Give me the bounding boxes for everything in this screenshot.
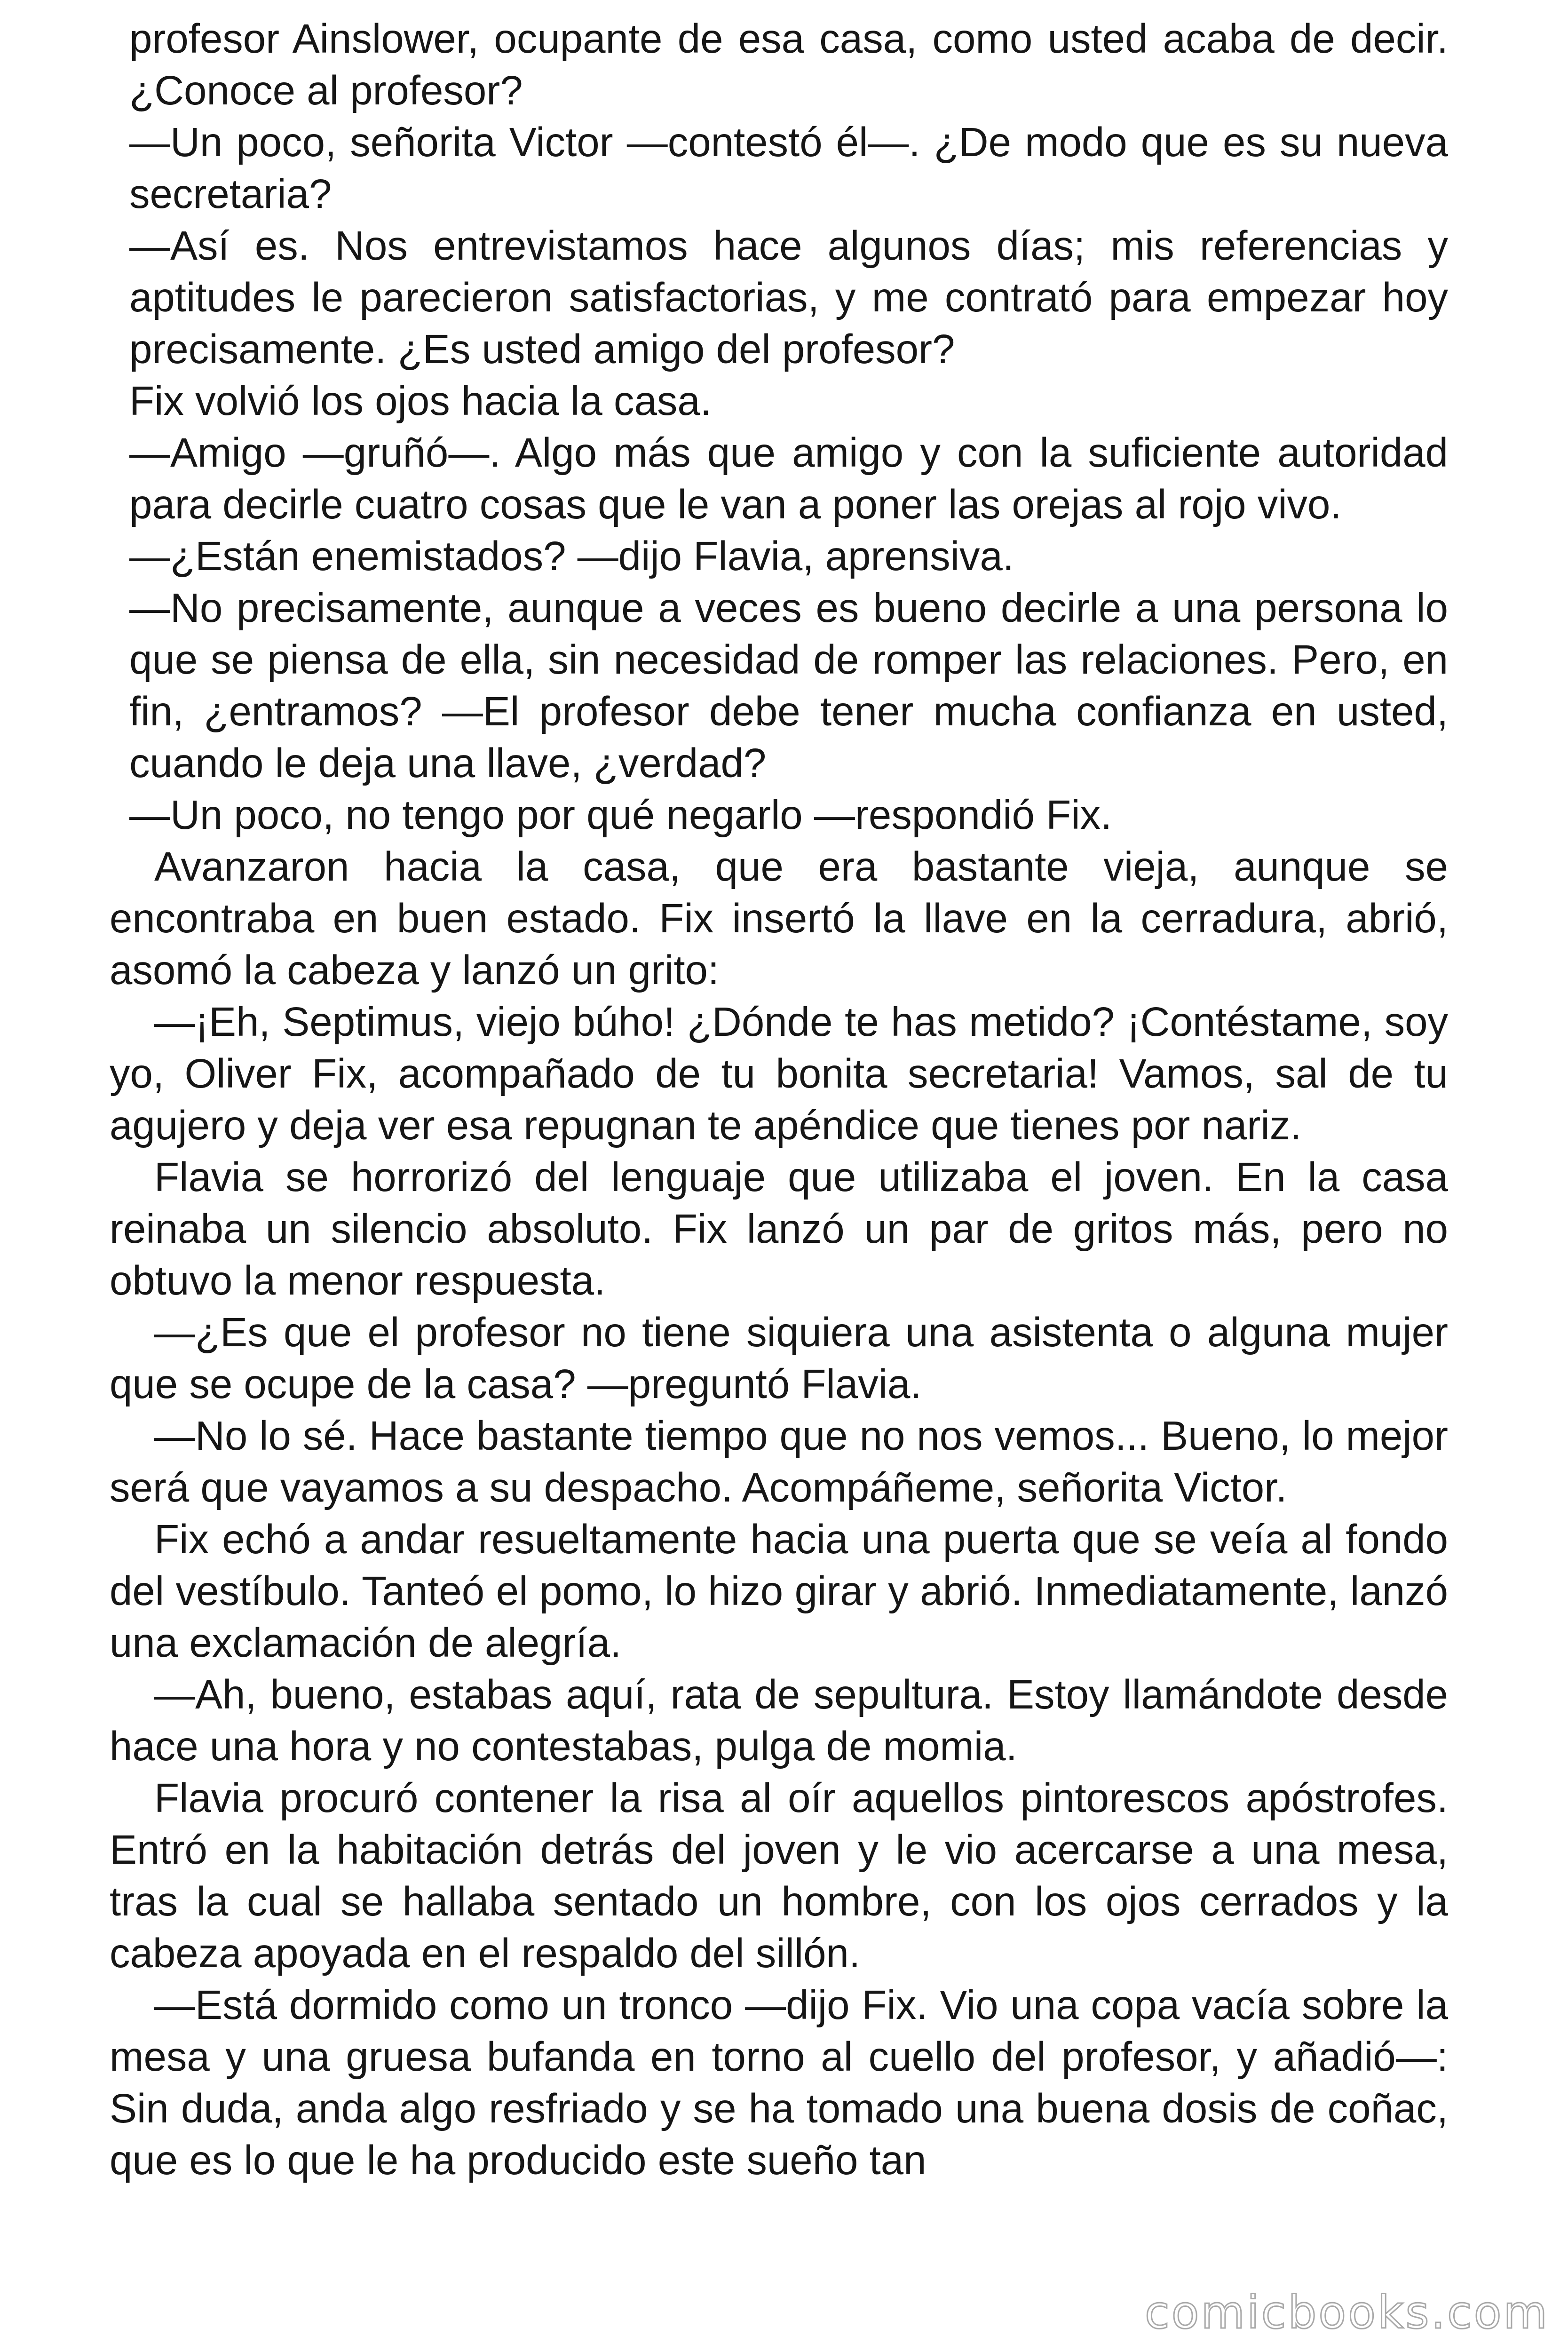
paragraph: Flavia procuró contener la risa al oír aquellos pintorescos apóstrofes. Entró en la habitación detrás del joven y le vio acercarse a una mesa, tras la cual se hallaba sentado un hombre, con los ojos cerrados y la cabeza apoyada en el respaldo del sillón. xyxy=(110,1775,1448,1976)
paragraph: Fix echó a andar resueltamente hacia una puerta que se veía al fondo del vestíbulo. Tanteó el pomo, lo hizo girar y abrió. Inmediatamente, lanzó una exclamación de alegría. xyxy=(110,1517,1448,1666)
paragraph: —Así es. Nos entrevistamos hace algunos días; mis referencias y aptitudes le parecieron satisfactorias, y me contrató para empezar hoy precisamente. ¿Es usted amigo del profesor? xyxy=(129,223,1448,372)
paragraph: —¿Es que el profesor no tiene siquiera una asistenta o alguna mujer que se ocupe de la casa? —preguntó Flavia. xyxy=(110,1310,1448,1407)
paragraph: —Un poco, señorita Victor —contestó él—. ¿De modo que es su nueva secretaria? xyxy=(129,119,1448,217)
paragraph: Avanzaron hacia la casa, que era bastante vieja, aunque se encontraba en buen estado. Fix insertó la llave en la cerradura, abrió, asomó la cabeza y lanzó un grito: xyxy=(110,844,1448,993)
watermark-logo: comicbooks.com xyxy=(1144,2286,1549,2339)
paragraph: profesor Ainslower, ocupante de esa casa, como usted acaba de decir. ¿Conoce al profesor? xyxy=(129,16,1448,113)
paragraph: —¡Eh, Septimus, viejo búho! ¿Dónde te has metido? ¡Contéstame, soy yo, Oliver Fix, acompañado de tu bonita secretaria! Vamos, sal de tu agujero y deja ver esa repugnan te apéndice que tienes por nariz. xyxy=(110,999,1448,1148)
paragraph: —Amigo —gruñó—. Algo más que amigo y con la suficiente autoridad para decirle cuatro cosas que le van a poner las orejas al rojo vivo. xyxy=(129,430,1448,527)
paragraph: —No precisamente, aunque a veces es bueno decirle a una persona lo que se piensa de ella, sin necesidad de romper las relaciones. Pero, en fin, ¿entramos? —El profesor debe tener mucha confianza en usted, cuando le deja una llave, ¿verdad? xyxy=(129,585,1448,786)
paragraph: Fix volvió los ojos hacia la casa. xyxy=(129,378,712,424)
paragraph: —Ah, bueno, estabas aquí, rata de sepultura. Estoy llamándote desde hace una hora y no contestabas, pulga de momia. xyxy=(110,1672,1448,1769)
paragraph: —No lo sé. Hace bastante tiempo que no nos vemos... Bueno, lo mejor será que vayamos a su despacho. Acompáñeme, señorita Victor. xyxy=(110,1413,1448,1510)
paragraph: —¿Están enemistados? —dijo Flavia, aprensiva. xyxy=(129,533,1014,579)
paragraph: Flavia se horrorizó del lenguaje que utilizaba el joven. En la casa reinaba un silencio absoluto. Fix lanzó un par de gritos más, pero no obtuvo la menor respuesta. xyxy=(110,1154,1448,1303)
paragraph: —Un poco, no tengo por qué negarlo —respondió Fix. xyxy=(129,792,1112,838)
paragraph: —Está dormido como un tronco —dijo Fix. Vio una copa vacía sobre la mesa y una gruesa bufanda en torno al cuello del profesor, y añadió—: Sin duda, anda algo resfriado y se ha tomado una buena dosis de coñac, que es lo que le ha producido este sueño tan xyxy=(110,1982,1448,2183)
